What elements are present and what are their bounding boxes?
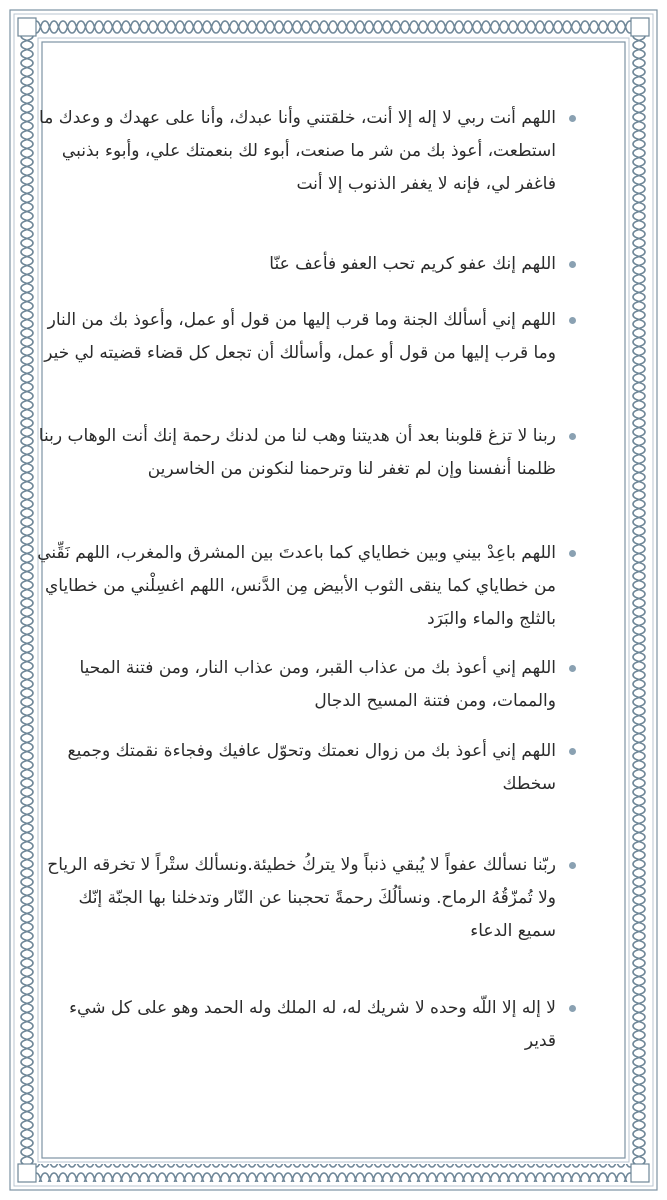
dua-item-3 bbox=[36, 304, 578, 370]
dua-text: ربنا لا تزغ قلوبنا بعد أن هديتنا وهب لنا من لدنك رحمة إنك أنت الوهاب ربنا ظلمنا أنفسنا وإن لم تغفر لنا وترحمنا لنكونن من الخاسرين bbox=[38, 426, 556, 479]
bullet-icon bbox=[569, 317, 576, 324]
dua-item-6 bbox=[36, 652, 578, 718]
dua-text: اللهم إني أسألك الجنة وما قرب إليها من قول أو عمل، وأعوذ بك من النار وما قرب إليها من قول أو عمل، وأسألك أن تجعل كل قضاء قضيته لي خير bbox=[44, 310, 556, 363]
dua-text: اللهم باعِدْ بيني وبين خطاياي كما باعدتَ بين المشرق والمغرب، اللهم نَقِّني من خطاياي كما ينقى الثوب الأبيض مِن الدَّنس، اللهم اغسِلْني من خطاياي بالثلج والماء والبَرَد bbox=[37, 543, 556, 629]
bullet-icon bbox=[569, 748, 576, 755]
dua-text: اللهم إنك عفو كريم تحب العفو فأعف عنّا bbox=[269, 254, 556, 274]
dua-text: ربّنا نسألك عفواً لا يُبقي ذنباً ولا يتركُ خطيئة.ونسألك ستْراً لا تخرقه الرياح ولا تُمزّقُهُ الرماح. ونسألُكَ رحمةً تحجبنا عن النّار وتدخلنا بها الجنّة إنّك سميع الدعاء bbox=[47, 855, 556, 941]
bullet-icon bbox=[569, 665, 576, 672]
dua-text: لا إله إلا اللّه وحده لا شريك له، له الملك وله الحمد وهو على كل شيء قدير bbox=[69, 998, 556, 1051]
bullet-icon bbox=[569, 261, 576, 268]
dua-item-4 bbox=[36, 420, 578, 486]
dua-item-9 bbox=[36, 992, 578, 1058]
bullet-icon bbox=[569, 1005, 576, 1012]
dua-item-7 bbox=[36, 735, 578, 801]
dua-text: اللهم أنت ربي لا إله إلا أنت، خلقتني وأنا عبدك، وأنا على عهدك و وعدك ما استطعت، أعوذ بك من شر ما صنعت، أبوء لك بنعمتك علي، وأبوء بذنبي فاغفر لي، فإنه لا يغفر الذنوب إلا أنت bbox=[39, 108, 556, 194]
dua-item-5 bbox=[36, 537, 578, 636]
bullet-icon bbox=[569, 115, 576, 122]
dua-text: اللهم إني أعوذ بك من عذاب القبر، ومن عذاب النار، ومن فتنة المحيا والممات، ومن فتنة المسيح الدجال bbox=[79, 658, 556, 711]
dua-item-2 bbox=[36, 248, 578, 281]
bullet-icon bbox=[569, 433, 576, 440]
dua-text: اللهم إني أعوذ بك من زوال نعمتك وتحوّل عافيك وفجاءة نقمتك وجميع سخطك bbox=[67, 741, 556, 794]
bullet-icon bbox=[569, 550, 576, 557]
dua-item-8 bbox=[36, 849, 578, 948]
bullet-icon bbox=[569, 862, 576, 869]
dua-item-1 bbox=[36, 102, 578, 201]
